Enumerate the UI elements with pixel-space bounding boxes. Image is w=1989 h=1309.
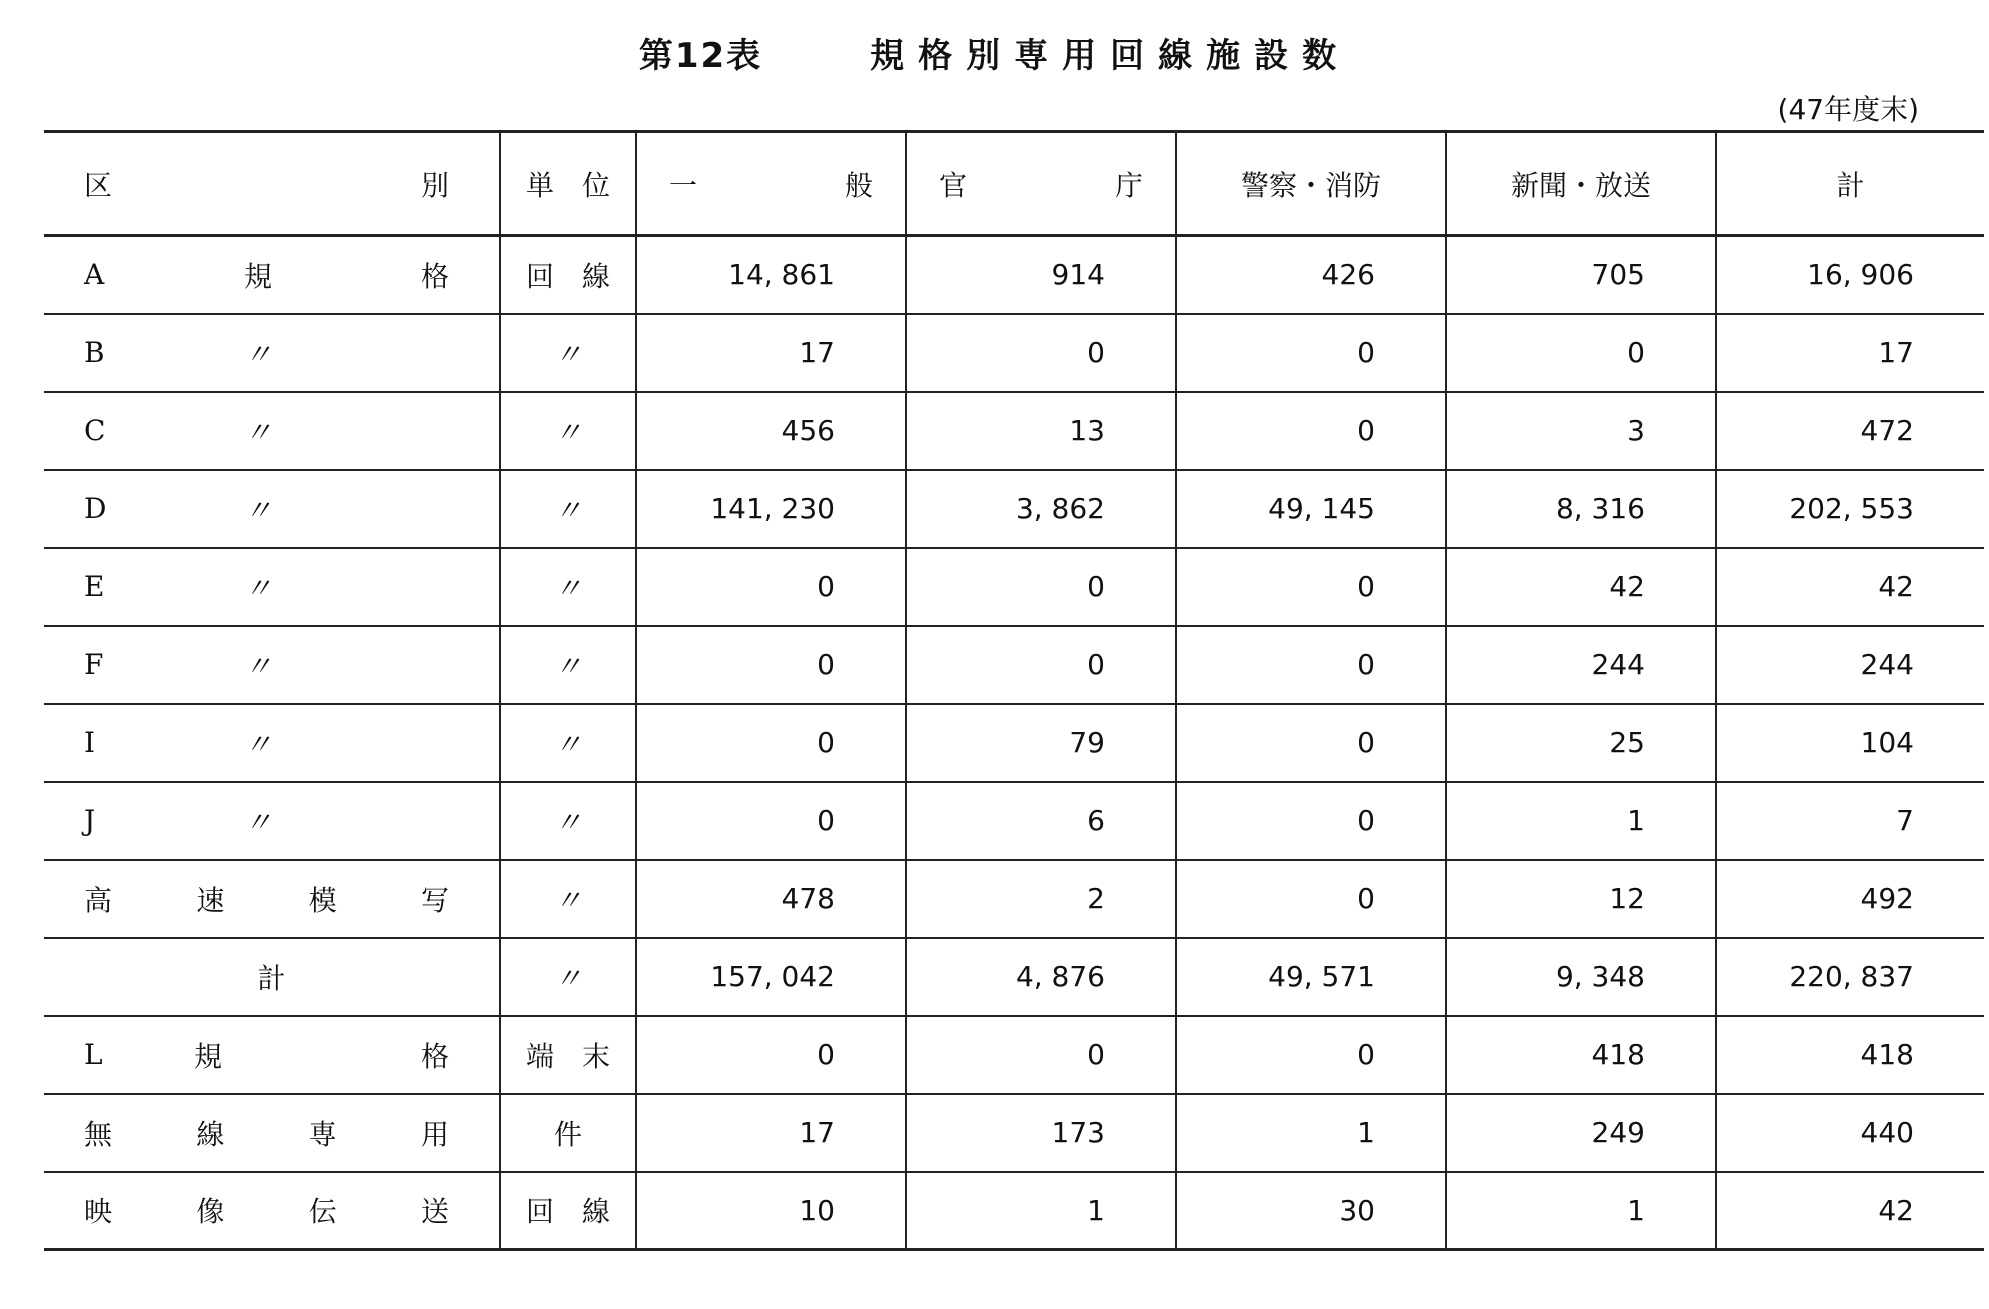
- general-cell: 456: [636, 392, 906, 470]
- category-sub: 〃: [244, 805, 273, 839]
- category-cell: [44, 1016, 500, 1094]
- total-cell: 220, 837: [1716, 938, 1984, 1016]
- total-cell: 42: [1716, 548, 1984, 626]
- unit-cell: 〃: [500, 704, 636, 782]
- category-code: C: [84, 414, 106, 447]
- government-cell: 173: [906, 1094, 1176, 1172]
- unit-cell: 端 末: [500, 1016, 636, 1094]
- general-cell: 17: [636, 314, 906, 392]
- category-sub: 〃: [244, 727, 273, 761]
- police-fire-cell: 1: [1176, 1094, 1446, 1172]
- press-broadcast-cell: 418: [1446, 1016, 1716, 1094]
- table-title-text: 規格別専用回線施設数: [870, 36, 1351, 76]
- general-cell: 157, 042: [636, 938, 906, 1016]
- category-code: J: [84, 804, 96, 837]
- total-cell: 244: [1716, 626, 1984, 704]
- government-cell: 0: [906, 1016, 1176, 1094]
- category-code: A: [84, 258, 105, 292]
- category-sub: 〃: [244, 493, 273, 527]
- category-cell: [44, 626, 500, 704]
- police-fire-cell: 30: [1176, 1172, 1446, 1250]
- header-unit: 単 位: [500, 132, 636, 236]
- press-broadcast-cell: 8, 316: [1446, 470, 1716, 548]
- press-broadcast-cell: 0: [1446, 314, 1716, 392]
- unit-cell: 件: [500, 1094, 636, 1172]
- category-cell: 無線専用: [44, 1094, 500, 1172]
- table-row: [44, 1016, 1984, 1094]
- government-cell: 4, 876: [906, 938, 1176, 1016]
- category-cell: [44, 392, 500, 470]
- header-row: [44, 132, 1984, 236]
- unit-cell: 〃: [500, 548, 636, 626]
- government-cell: 1: [906, 1172, 1176, 1250]
- category-cell: [44, 470, 500, 548]
- unit-cell: 〃: [500, 782, 636, 860]
- table-row: [44, 470, 1984, 548]
- unit-cell: 〃: [500, 392, 636, 470]
- category-sub: 〃: [244, 649, 273, 683]
- category-sub: 〃: [244, 337, 273, 371]
- table-row: [44, 704, 1984, 782]
- police-fire-cell: 0: [1176, 704, 1446, 782]
- category-cell: [44, 314, 500, 392]
- category-sub: 〃: [244, 415, 273, 449]
- category-cell: 映像伝送: [44, 1172, 500, 1250]
- category-sub: 規 格: [244, 259, 449, 293]
- total-cell: 440: [1716, 1094, 1984, 1172]
- header-press-broadcast: 新聞・放送: [1446, 132, 1716, 236]
- category-cell: [44, 782, 500, 860]
- government-cell: 3, 862: [906, 470, 1176, 548]
- police-fire-cell: 0: [1176, 314, 1446, 392]
- header-general: 一 般: [636, 132, 906, 236]
- general-cell: 0: [636, 548, 906, 626]
- unit-cell: 〃: [500, 938, 636, 1016]
- table-row: [44, 314, 1984, 392]
- press-broadcast-cell: 705: [1446, 236, 1716, 314]
- header-total: 計: [1716, 132, 1984, 236]
- general-cell: 0: [636, 1016, 906, 1094]
- table-row: [44, 782, 1984, 860]
- police-fire-cell: 49, 145: [1176, 470, 1446, 548]
- press-broadcast-cell: 42: [1446, 548, 1716, 626]
- total-cell: 202, 553: [1716, 470, 1984, 548]
- police-fire-cell: 0: [1176, 392, 1446, 470]
- category-code: E: [84, 570, 105, 603]
- press-broadcast-cell: 244: [1446, 626, 1716, 704]
- government-cell: 2: [906, 860, 1176, 938]
- total-cell: 7: [1716, 782, 1984, 860]
- unit-cell: 〃: [500, 314, 636, 392]
- general-cell: 17: [636, 1094, 906, 1172]
- table-title: [0, 28, 1989, 77]
- table-row: [44, 1172, 1984, 1250]
- unit-cell: 〃: [500, 860, 636, 938]
- police-fire-cell: 426: [1176, 236, 1446, 314]
- press-broadcast-cell: 3: [1446, 392, 1716, 470]
- unit-cell: 回 線: [500, 1172, 636, 1250]
- table-row: [44, 236, 1984, 314]
- table-row: [44, 392, 1984, 470]
- total-cell: 104: [1716, 704, 1984, 782]
- unit-cell: 回 線: [500, 236, 636, 314]
- category-cell: 計: [44, 938, 500, 1016]
- government-cell: 914: [906, 236, 1176, 314]
- general-cell: 0: [636, 626, 906, 704]
- data-table: [44, 130, 1984, 1251]
- press-broadcast-cell: 12: [1446, 860, 1716, 938]
- government-cell: 0: [906, 314, 1176, 392]
- table-row: [44, 1094, 1984, 1172]
- government-cell: 0: [906, 548, 1176, 626]
- header-police-fire: 警察・消防: [1176, 132, 1446, 236]
- press-broadcast-cell: 1: [1446, 782, 1716, 860]
- police-fire-cell: 0: [1176, 782, 1446, 860]
- police-fire-cell: 49, 571: [1176, 938, 1446, 1016]
- total-cell: 418: [1716, 1016, 1984, 1094]
- total-cell: 16, 906: [1716, 236, 1984, 314]
- unit-cell: 〃: [500, 626, 636, 704]
- government-cell: 0: [906, 626, 1176, 704]
- total-cell: 17: [1716, 314, 1984, 392]
- unit-cell: 〃: [500, 470, 636, 548]
- subtotal-row: [44, 938, 1984, 1016]
- general-cell: 14, 861: [636, 236, 906, 314]
- general-cell: 478: [636, 860, 906, 938]
- table-row: [44, 626, 1984, 704]
- category-cell: [44, 548, 500, 626]
- press-broadcast-cell: 1: [1446, 1172, 1716, 1250]
- government-cell: 6: [906, 782, 1176, 860]
- category-cell: 高速模写: [44, 860, 500, 938]
- total-cell: 492: [1716, 860, 1984, 938]
- government-cell: 79: [906, 704, 1176, 782]
- header-government: 官 庁: [906, 132, 1176, 236]
- government-cell: 13: [906, 392, 1176, 470]
- category-code: F: [84, 648, 104, 681]
- table-number: 第12表: [638, 36, 763, 76]
- category-sub: 〃: [244, 571, 273, 605]
- police-fire-cell: 0: [1176, 626, 1446, 704]
- header-category: 区 別: [44, 132, 500, 236]
- police-fire-cell: 0: [1176, 548, 1446, 626]
- category-code: L: [84, 1038, 103, 1071]
- category-cell: [44, 704, 500, 782]
- total-cell: 42: [1716, 1172, 1984, 1250]
- press-broadcast-cell: 25: [1446, 704, 1716, 782]
- category-code: D: [84, 492, 107, 525]
- category-code: I: [84, 726, 96, 759]
- general-cell: 0: [636, 782, 906, 860]
- police-fire-cell: 0: [1176, 1016, 1446, 1094]
- general-cell: 0: [636, 704, 906, 782]
- press-broadcast-cell: 9, 348: [1446, 938, 1716, 1016]
- table-row: [44, 548, 1984, 626]
- category-sub: 規 格: [194, 1039, 449, 1073]
- category-cell: [44, 236, 500, 314]
- police-fire-cell: 0: [1176, 860, 1446, 938]
- category-code: B: [84, 336, 105, 369]
- general-cell: 141, 230: [636, 470, 906, 548]
- period-note: (47年度末): [1777, 93, 1919, 126]
- total-cell: 472: [1716, 392, 1984, 470]
- table-row: [44, 860, 1984, 938]
- general-cell: 10: [636, 1172, 906, 1250]
- press-broadcast-cell: 249: [1446, 1094, 1716, 1172]
